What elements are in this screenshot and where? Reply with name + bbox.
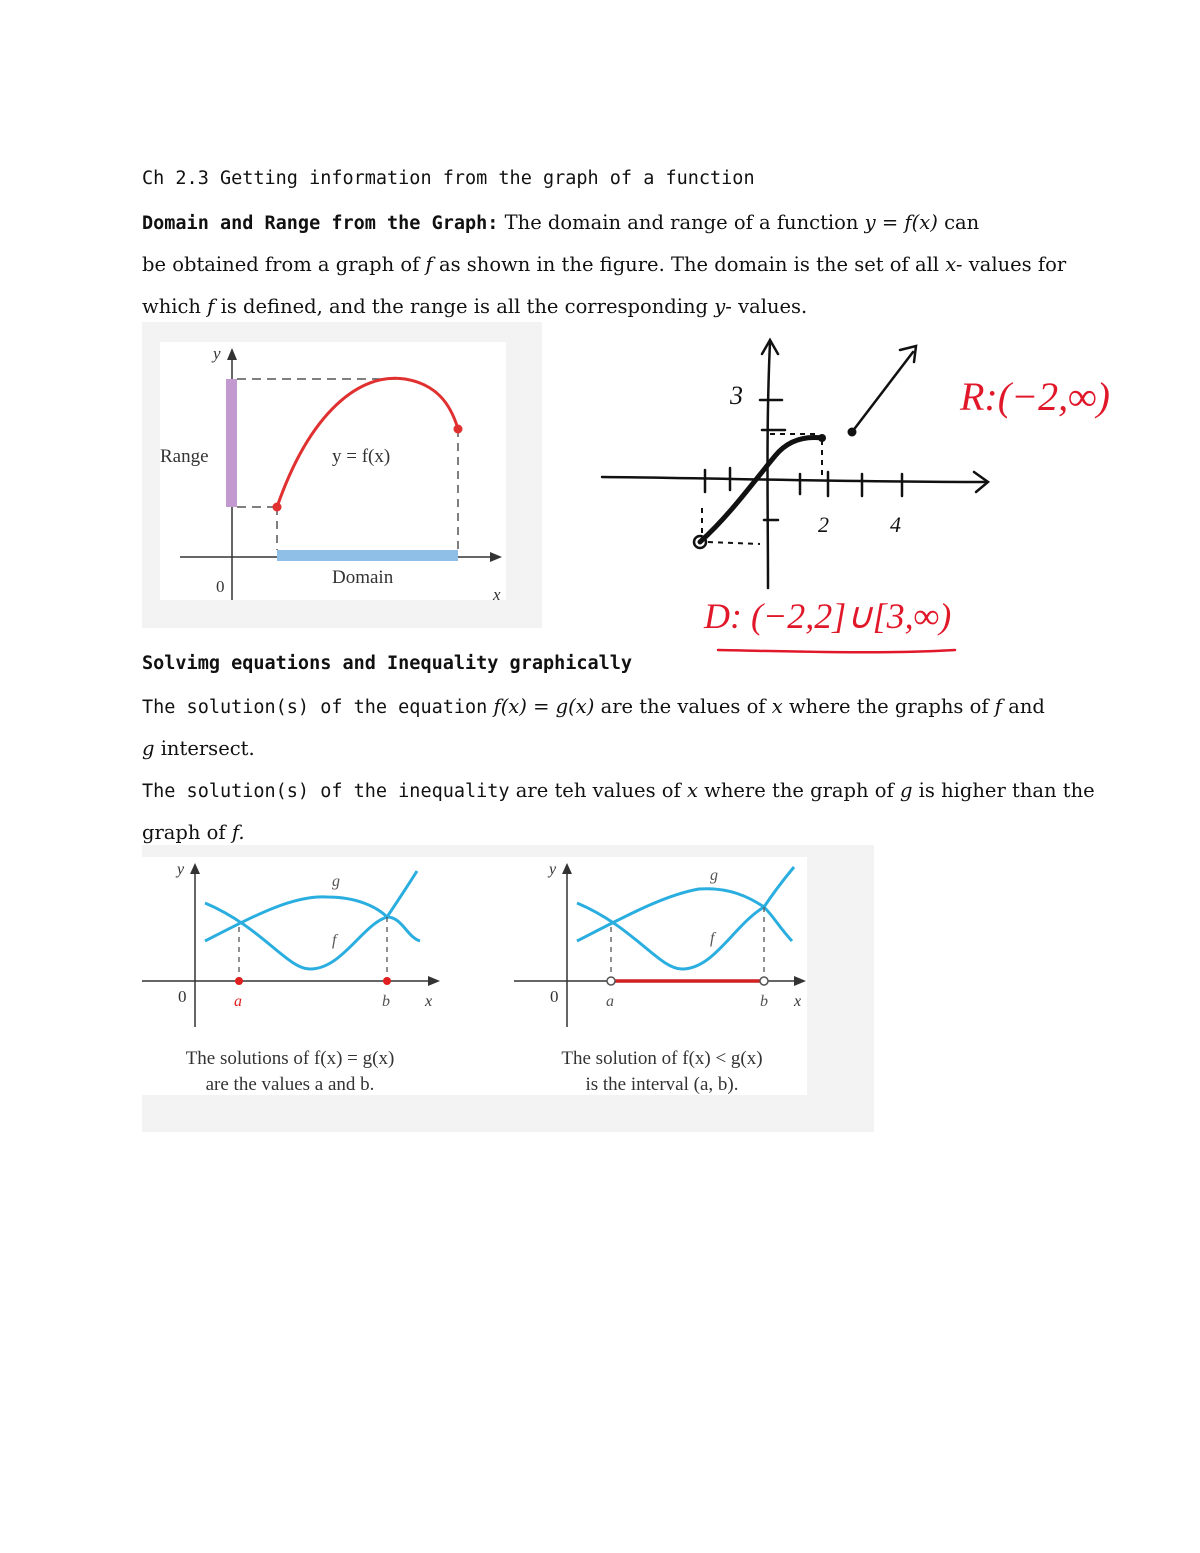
- domain-range-graph: [160, 342, 506, 600]
- left-a-label: a: [234, 993, 242, 1010]
- sketch-axes: [602, 340, 988, 588]
- curve-end-point: [454, 425, 463, 434]
- inequality-line-2: graph of f.: [142, 821, 245, 844]
- solutions-graphs: [142, 857, 807, 1095]
- right-a-label: a: [606, 993, 614, 1010]
- left-origin-label: 0: [178, 987, 187, 1006]
- range-bar: [226, 379, 237, 507]
- sketch-tick-2: 2: [818, 512, 829, 537]
- left-curve-g: [205, 871, 417, 941]
- right-x-arrow-icon: [794, 976, 806, 986]
- function-curve: [277, 378, 458, 507]
- right-y-arrow-icon: [562, 863, 572, 874]
- domain-range-line-1: Domain and Range from the Graph: The domain and range of a function y = f(x) can: [142, 211, 980, 234]
- equation-panel: [142, 861, 440, 1095]
- x-axis-arrow-icon: [490, 552, 502, 562]
- domain-range-line-2: be obtained from a graph of f as shown in the figure. The domain is the set of all x- values for: [142, 253, 1067, 276]
- handwritten-sketch: [590, 330, 1140, 665]
- left-caption-line-1: The solutions of f(x) = g(x): [185, 1048, 395, 1069]
- sketch-tick-4: 4: [890, 512, 901, 537]
- right-x-label: x: [794, 993, 802, 1010]
- left-y-arrow-icon: [190, 863, 200, 874]
- left-f-label: f: [332, 932, 337, 949]
- curve-label: y = f(x): [332, 446, 391, 467]
- sketch-guides: [702, 434, 822, 544]
- left-point-b: [383, 977, 391, 985]
- right-f-label: f: [710, 930, 715, 947]
- right-g-label: g: [710, 867, 718, 884]
- right-origin-label: 0: [550, 987, 559, 1006]
- left-caption-line-2: are the values a and b.: [205, 1074, 375, 1095]
- sketch-x-axis: [602, 477, 985, 482]
- section-label: Domain and Range from the Graph:: [142, 213, 499, 234]
- left-g-label: g: [332, 873, 340, 890]
- page-title: Ch 2.3 Getting information from the graph of a function: [142, 168, 755, 189]
- sketch-curve: [700, 438, 822, 542]
- x-axis-label: x: [493, 585, 501, 600]
- solutions-figure: [142, 845, 874, 1132]
- left-x-arrow-icon: [428, 976, 440, 986]
- y-axis-label: y: [213, 344, 221, 363]
- solving-heading: Solvimg equations and Inequality graphically: [142, 653, 633, 674]
- domain-range-line-3: which f is defined, and the range is all the corresponding y- values.: [142, 295, 808, 318]
- right-b-label: b: [760, 993, 768, 1010]
- sketch-ray: [852, 352, 913, 432]
- range-label: Range: [160, 446, 209, 467]
- right-curve-f: [577, 903, 792, 969]
- domain-range-figure: [142, 322, 542, 628]
- sketch-tick-3: 3: [730, 381, 743, 410]
- left-x-label: x: [425, 993, 433, 1010]
- right-caption-line-1: The solution of f(x) < g(x): [561, 1048, 763, 1069]
- left-b-label: b: [382, 993, 390, 1010]
- origin-label: 0: [216, 577, 225, 596]
- range-note: R:(−2,∞): [960, 374, 1110, 419]
- right-y-label: y: [549, 861, 557, 878]
- left-curve-f: [205, 903, 420, 969]
- left-y-label: y: [177, 861, 185, 878]
- domain-note-underline: [718, 650, 955, 652]
- right-open-point-b: [760, 977, 768, 985]
- right-open-point-a: [607, 977, 615, 985]
- inequality-line-1: The solution(s) of the inequality are teh values of x where the graph of g is higher than the: [142, 779, 1095, 802]
- left-point-a: [235, 977, 243, 985]
- equation-line-1: The solution(s) of the equation f(x) = g(x) are the values of x where the graphs of f and: [142, 695, 1045, 718]
- domain-bar: [277, 550, 458, 561]
- right-curve-g: [577, 867, 794, 941]
- inequality-panel: [514, 861, 806, 1095]
- domain-label: Domain: [332, 567, 394, 588]
- right-caption-line-2: is the interval (a, b).: [585, 1074, 739, 1095]
- y-axis-arrow-icon: [227, 348, 237, 360]
- domain-note: D: (−2,2]∪[3,∞): [704, 596, 952, 636]
- equation-line-2: g intersect.: [142, 737, 255, 760]
- sketch-ray-start-point: [848, 428, 857, 437]
- curve-start-point: [273, 503, 282, 512]
